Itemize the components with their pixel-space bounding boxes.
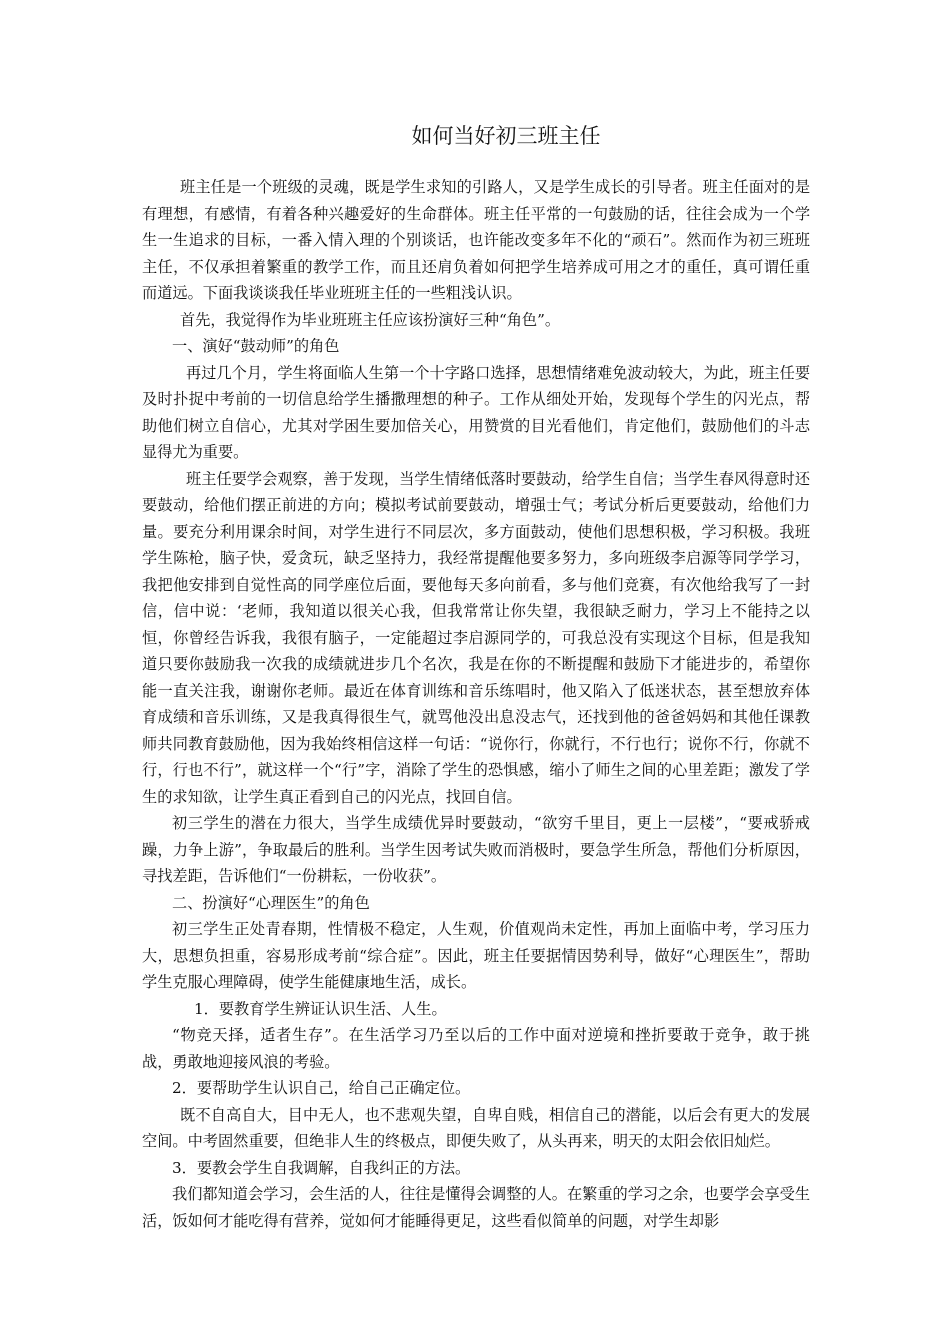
document-body xyxy=(142,174,810,1234)
paragraph: 首先，我觉得作为毕业班班主任应该扮演好三种“角色”。 xyxy=(180,310,561,329)
paragraph: 初三学生的潜在力很大，当学生成绩优异时要鼓动，“欲穷千里目，更上一层楼”，“要戒骄戒躁，力争上游”，争取最后的胜利。当学生因考试失败而消极时，要急学生所急，帮他们分析原因，寻找差距，告诉他们“一份耕耘，一份收获”。 xyxy=(142,814,810,885)
paragraph: “物竞天择，适者生存”。在生活学习乃至以后的工作中面对逆境和挫折要敢于竞争，敢于挑战，勇敢地迎接风浪的考验。 xyxy=(142,1026,810,1071)
paragraph: 初三学生正处青春期，性情极不稳定，人生观，价值观尚未定性，再加上面临中考，学习压力大，思想负担重，容易形成考前“综合症”。因此，班主任要据情因势利导，做好“心理医生”，帮助学生克服心理障碍，使学生能健康地生活，成长。 xyxy=(142,920,810,991)
paragraph: 班主任是一个班级的灵魂，既是学生求知的引路人，又是学生成长的引导者。班主任面对的是有理想，有感情，有着各种兴趣爱好的生命群体。班主任平常的一句鼓励的话，往往会成为一个学生一生追求的目标，一番入情入理的个别谈话，也许能改变多年不化的“顽石”。然而作为初三班班主任，不仅承担着繁重的教学工作，而且还肩负着如何把学生培养成可用之才的重任，真可谓任重而道远。下面我谈谈我任毕业班班主任的一些粗浅认识。 xyxy=(142,178,810,302)
section-heading: 一、演好“鼓动师”的角色 xyxy=(172,337,340,355)
list-item-heading: 3．要教会学生自我调解，自我纠正的方法。 xyxy=(172,1158,471,1177)
document-title: 如何当好初三班主任 xyxy=(411,124,601,148)
paragraph: 我们都知道会学习，会生活的人，往往是懂得会调整的人。在繁重的学习之余，也要学会享受生活，饭如何才能吃得有营养，觉如何才能睡得更足，这些看似简单的问题，对学生却影 xyxy=(142,1185,810,1230)
list-item-heading: 1．要教育学生辨证认识生活、人生。 xyxy=(194,999,447,1018)
paragraph: 再过几个月，学生将面临人生第一个十字路口选择，思想情绪难免波动较大，为此，班主任要及时扑捉中考前的一切信息给学生播撒理想的种子。工作从细处开始，发现每个学生的闪光点，帮助他们树立自信心，尤其对学困生要加倍关心，用赞赏的目光看他们，肯定他们，鼓励他们的斗志显得尤为重要。 xyxy=(142,363,810,461)
list-item-heading: 2．要帮助学生认识自己，给自己正确定位。 xyxy=(172,1079,471,1097)
section-heading: 二、扮演好“心理医生”的角色 xyxy=(172,893,370,912)
paragraph: 既不自高自大，目中无人，也不悲观失望，自卑自贱，相信自己的潜能，以后会有更大的发展空间。中考固然重要，但绝非人生的终极点，即便失败了，从头再来，明天的太阳会依旧灿烂。 xyxy=(142,1105,810,1150)
paragraph: 班主任要学会观察，善于发现，当学生情绪低落时要鼓动，给学生自信；当学生春风得意时还要鼓动，给他们摆正前进的方向；模拟考试前要鼓动，增强士气；考试分析后更要鼓动，给他们力量。要充分利用课余时间，对学生进行不同层次，多方面鼓动，使他们思想积极，学习积极。我班学生陈枪，脑子快，爱贪玩，缺乏坚持力，我经常提醒他要多努力，多向班级李启源等同学学习，我把他安排到自觉性高的同学座位后面，要他每天多向前看，多与他们竞赛，有次他给我写了一封信，信中说：‘老师，我知道以很关心我，但我常常让你失望，我很缺乏耐力，学习上不能持之以恒，你曾经告诉我，我很有脑子，一定能超过李启源同学的，可我总没有实现这个目标，但是我知道只要你鼓励我一次我的成绩就进步几个名次，我是在你的不断提醒和鼓励下才能进步的，希望你能一直关注我，谢谢你老师。最近在体育训练和音乐练唱时，他又陷入了低迷状态，甚至想放弃体育成绩和音乐训练，又是我真得很生气，就骂他没出息没志气，还找到他的爸爸妈妈和其他任课教师共同教育鼓励他，因为我始终相信这样一句话：“说你行，你就行，不行也行；说你不行，你就不行，行也不行”，就这样一个“行”字，消除了学生的恐惧感，缩小了师生之间的心里差距；激发了学生的求知欲，让学生真正看到自己的闪光点，找回自信。 xyxy=(142,469,810,806)
